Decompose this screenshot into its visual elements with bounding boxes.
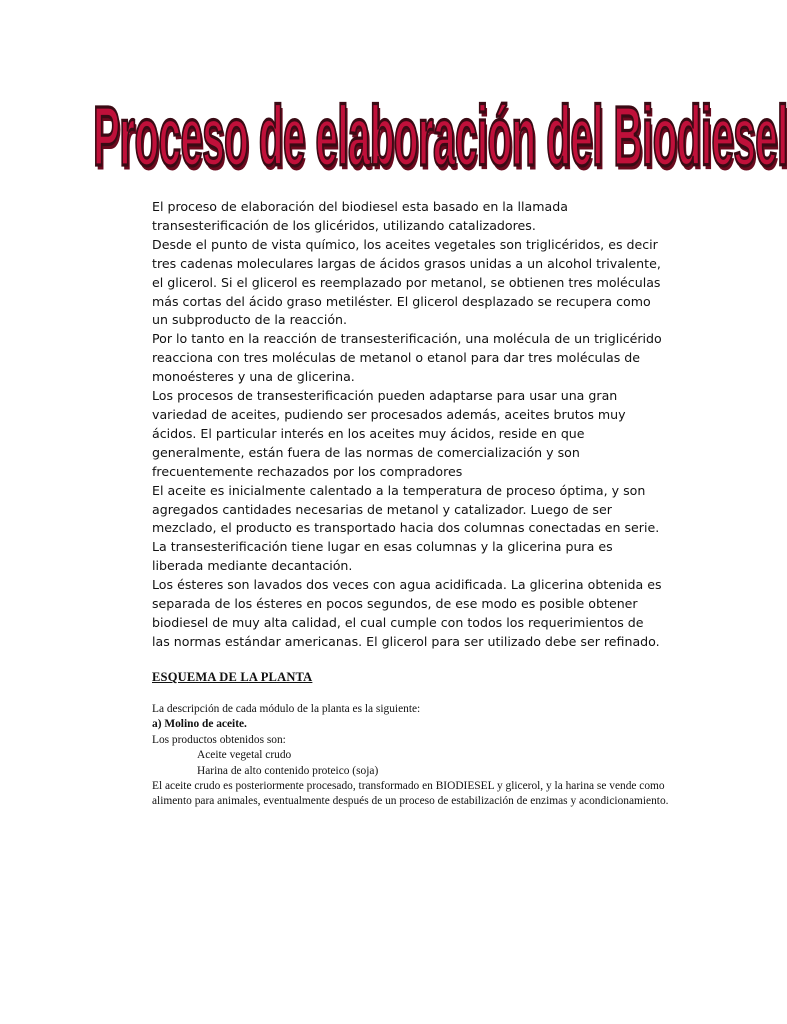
paragraph-6: Los ésteres son lavados dos veces con agua acidificada. La glicerina obtenida es separada de los ésteres en pocos segundos, de ese modo es posible obtener biodiesel de muy alta calidad, el cual cumple con todos los requerimientos de las normas estándar americanas. El glicerol para ser utilizado debe ser refinado. — [152, 577, 662, 649]
item-heading: a) Molino de aceite. — [152, 718, 247, 731]
section-title: ESQUEMA DE LA PLANTA — [152, 670, 313, 684]
paragraph-2: Desde el punto de vista químico, los aceites vegetales son triglicéridos, es decir tres cadenas moleculares largas de ácidos grasos unidas a un alcohol trivalente, el glicerol. Si el glicerol es reemplazado por metanol, se obtienen tres moléculas más cortas del ácido graso metiléster. El glicerol desplazado se recupera como un subproducto de la reacción. — [152, 236, 661, 328]
product-item: Aceite vegetal crudo — [197, 749, 292, 762]
title-banner — [92, 84, 787, 190]
paragraph-3: Por lo tanto en la reacción de transesterificación, una molécula de un triglicérido reacciona con tres moléculas de metanol o etanol para dar tres moléculas de monoésteres y una de glicerina. — [152, 331, 662, 385]
paragraph-5: El aceite es inicialmente calentado a la temperatura de proceso óptima, y son agregados cantidades necesarias de metanol y catalizador. Luego de ser mezclado, el producto es transportado hacia dos columnas conectadas en serie. La transesterificación tiene lugar en esas columnas y la glicerina pura es liberada mediante decantación. — [152, 482, 660, 574]
section-intro: La descripción de cada módulo de la planta es la siguiente: — [152, 703, 421, 715]
product-item: Harina de alto contenido proteico (soja) — [197, 764, 379, 777]
products-label: Los productos obtenidos son: — [152, 733, 286, 746]
paragraph-4: Los procesos de transesterificación pueden adaptarse para usar una gran variedad de aceites, pudiendo ser procesados además, aceites brutos muy ácidos. El particular interés en los aceites muy ácidos, reside en que generalmente, están fuera de las normas de comercialización y son frecuentemente rechazados por los compradores — [152, 388, 626, 479]
paragraph-1: El proceso de elaboración del biodiesel esta basado en la llamada transesterificación de los glicéridos, utilizando catalizadores. — [152, 199, 568, 233]
plant-scheme-section — [152, 670, 672, 810]
body-text — [152, 198, 662, 652]
closing-paragraph: El aceite crudo es posteriormente procesado, transformado en BIODIESEL y glicerol, y la harina se vende como alimento para animales, eventualmente después de un proceso de estabilización de enzimas y acondicionamiento. — [152, 780, 669, 808]
document-title: Proceso de elaboración del Biodiesel — [92, 88, 787, 184]
